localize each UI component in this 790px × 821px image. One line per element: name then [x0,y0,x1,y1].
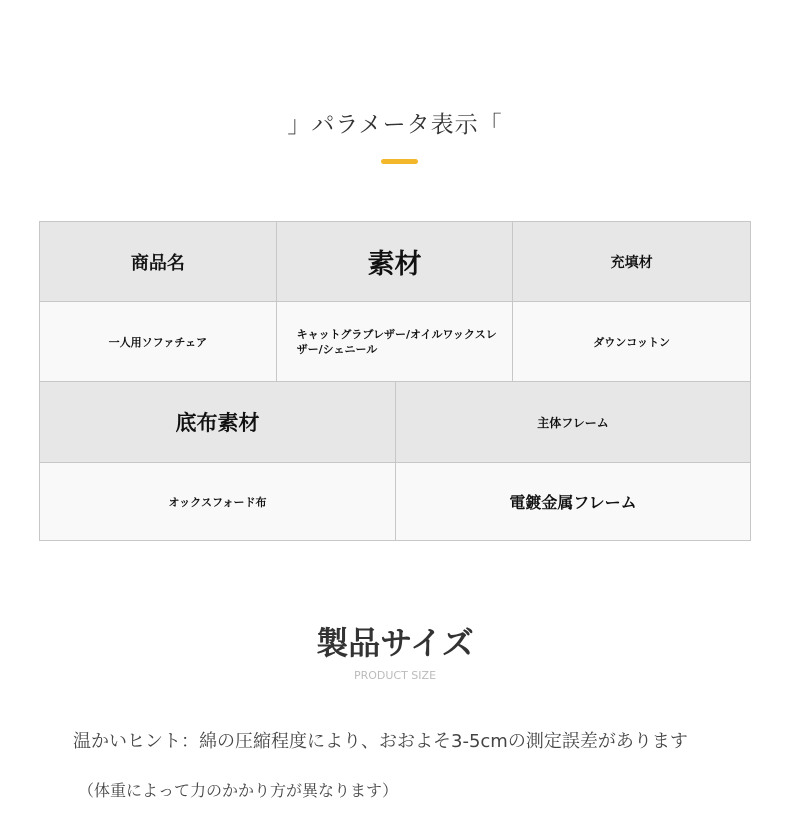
value-bottom-fabric: オックスフォード布 [40,463,396,540]
header-bottom-fabric: 底布素材 [40,382,396,462]
value-product-name: 一人用ソファチェア [40,302,277,381]
parameter-section-title: 」パラメータ表示「 [287,112,503,138]
table-row [40,382,750,463]
measurement-hint: 温かいヒント：綿の圧縮程度により、おおよそ3-5cmの測定誤差があります [73,731,688,752]
value-material: キャットグラブレザー/オイルワックスレザー/シェニール [277,302,514,381]
title-accent-bar [381,159,418,164]
table-row [40,463,750,540]
value-filling: ダウンコットン [593,335,671,349]
value-main-frame: 電鍍金属フレーム [509,493,637,512]
header-filling: 充填材 [610,254,653,271]
table-row [40,302,750,382]
measurement-note: （体重によって力のかかり方が異なります） [78,781,399,800]
product-size-title: 製品サイズ [316,624,474,662]
parameter-table [39,221,751,541]
header-main-frame: 主体フレーム [537,415,609,430]
product-size-subtitle: PRODUCT SIZE [353,669,437,682]
table-row [40,222,750,302]
header-material: 素材 [277,222,514,301]
header-product-name: 商品名 [40,222,277,301]
